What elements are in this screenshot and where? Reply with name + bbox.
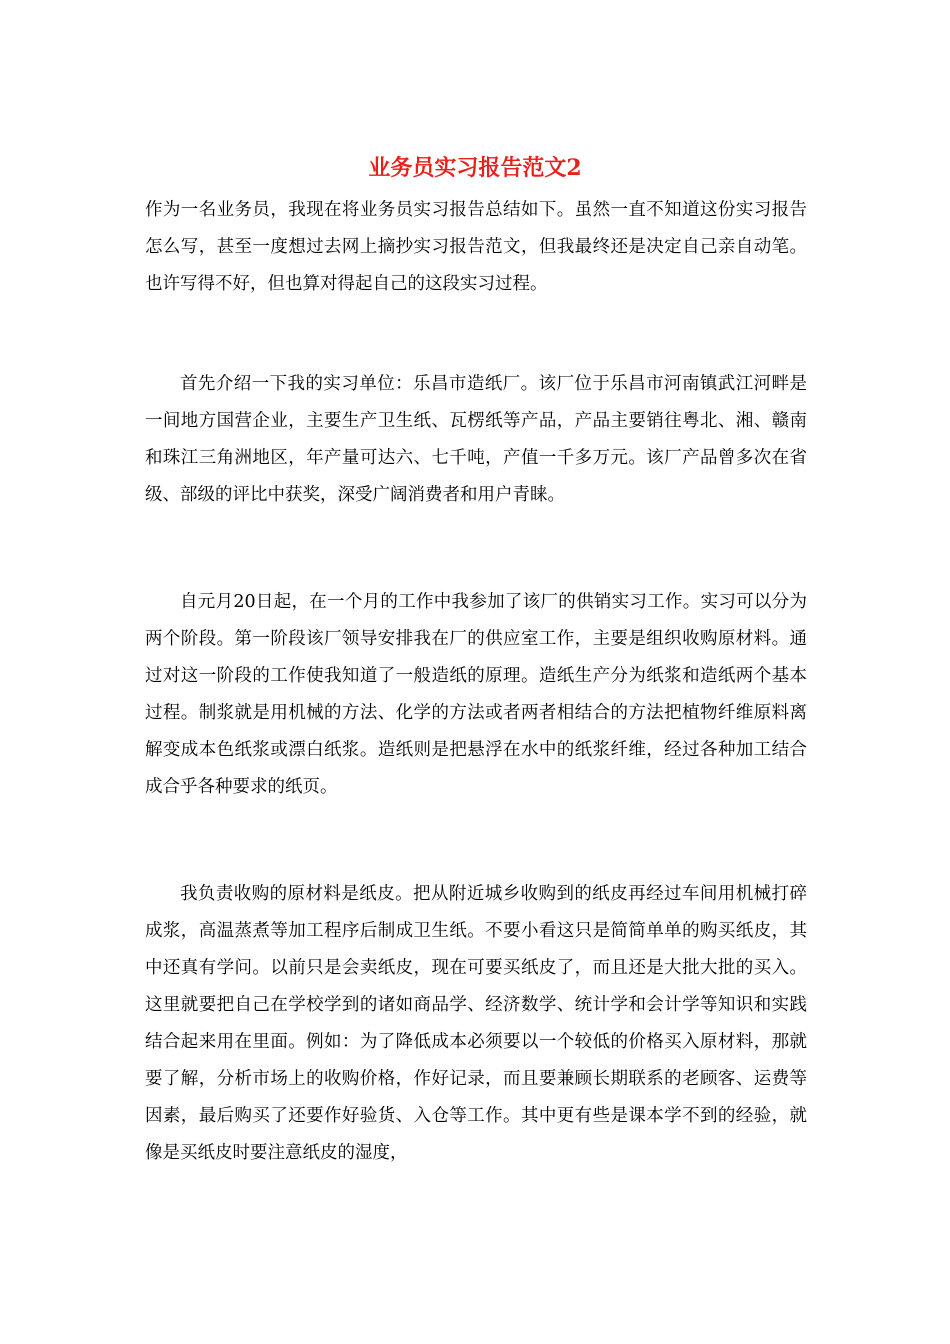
paragraph-purchasing: 我负责收购的原材料是纸皮。把从附近城乡收购到的纸皮再经过车间用机械打碎成浆，高温蒸煮等加工程序后制成卫生纸。不要小看这只是简简单单的购买纸皮，其中还真有学问。以前只是会卖纸皮，现在可要买纸皮了，而且还是大批大批的买入。这里就要把自己在学校学到的诸如商品学、经济数学、统计学和会计学等知识和实践结合起来用在里面。例如：为了降低成本必须要以一个较低的价格买入原材料，那就要了解，分析市场上的收购价格，作好记录，而且要兼顾长期联系的老顾客、运费等因素，最后购买了还要作好验货、入仓等工作。其中更有些是课本学不到的经验，就像是买纸皮时要注意纸皮的湿度， <box>145 884 807 1163</box>
paragraph-internship-stages: 自元月20日起，在一个月的工作中我参加了该厂的供销实习工作。实习可以分为两个阶段。第一阶段该厂领导安排我在厂的供应室工作，主要是组织收购原材料。通过对这一阶段的工作使我知道了一般造纸的原理。造纸生产分为纸浆和造纸两个基本过程。制浆就是用机械的方法、化学的方法或者两者相结合的方法把植物纤维原料离解变成本色纸浆或漂白纸浆。造纸则是把悬浮在水中的纸浆纤维，经过各种加工结合成合乎各种要求的纸页。 <box>145 592 807 797</box>
document-title: 业务员实习报告范文2 <box>368 155 582 181</box>
paragraph-company: 首先介绍一下我的实习单位：乐昌市造纸厂。该厂位于乐昌市河南镇武江河畔是一间地方国营企业，主要生产卫生纸、瓦楞纸等产品，产品主要销往粤北、湘、赣南和珠江三角洲地区，年产量可达六、七千吨，产值一千多万元。该厂产品曾多次在省级、部级的评比中获奖，深受广阔消费者和用户青睐。 <box>145 374 807 505</box>
paragraph-intro: 作为一名业务员，我现在将业务员实习报告总结如下。虽然一直不知道这份实习报告怎么写，甚至一度想过去网上摘抄实习报告范文，但我最终还是决定自己亲自动笔。也许写得不好，但也算对得起自己的这段实习过程。 <box>145 200 807 294</box>
